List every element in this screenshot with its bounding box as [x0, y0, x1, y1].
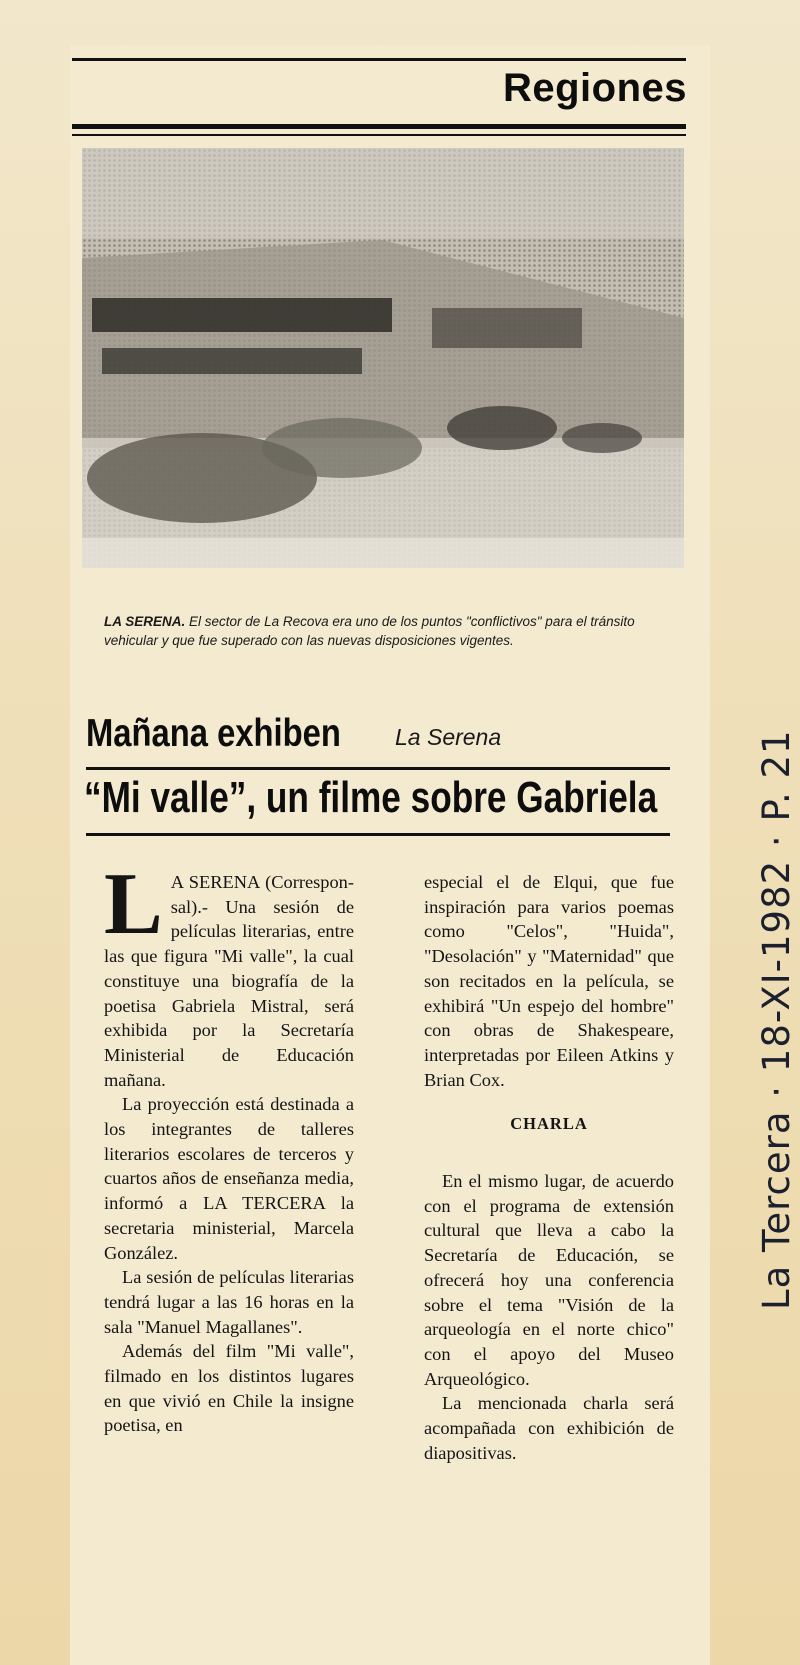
subheading: CHARLA — [510, 1114, 588, 1134]
paragraph: La mencionada charla será acompañada con exhibición de diapositivas. — [424, 1393, 674, 1463]
section-rule-thick — [72, 124, 686, 129]
section-rule-thin — [72, 134, 686, 136]
headline-rule-bottom — [86, 833, 670, 836]
top-rule — [72, 58, 686, 61]
article-column-1 — [104, 856, 354, 1438]
article-column-2 — [424, 870, 674, 1465]
caption-place: LA SERENA. — [104, 614, 186, 629]
kicker-headline: Mañana exhiben — [86, 712, 341, 755]
caption-text: El sector de La Recova era uno de los puntos "conflictivos" para el tránsito vehicular y que fue superado con las nuevas disposiciones vigentes. — [104, 614, 635, 648]
paragraph: La sesión de películas literarias tendrá lugar a las 16 horas en la sala "Manuel Magallanes". — [104, 1267, 354, 1337]
handwritten-annotation: La Tercera · 18-XI-1982 · P. 21 — [755, 729, 798, 1310]
paragraph: La proyección está destinada a los integrantes de talleres literarios escolares de terceros y cuartos años de enseñanza media, informó a LA TERCERA la secretaria ministerial, Marcela González. — [104, 1094, 354, 1263]
main-headline: “Mi valle”, un filme sobre Gabriela — [84, 773, 658, 822]
section-title: Regiones — [502, 66, 687, 110]
drop-cap: L — [104, 856, 163, 953]
paragraph: En el mismo lugar, de acuerdo con el programa de extensión cultural que lleva a cabo la Secretaría de Educación, se ofrecerá hoy una conferencia sobre el tema "Visión de la arqueología en el norte chico" con el apoyo del Museo Arqueológico. — [424, 1171, 674, 1389]
article-lead-paragraph — [104, 856, 354, 1092]
lead-text: A SERENA (Correspon-sal).- Una sesión de películas literarias, entre las que figura "Mi valle", la cual constituye una biografía de la poetisa Gabriela Mistral, será exhibida por la Secretaría Ministerial de Educación mañana. — [104, 872, 354, 1090]
photo-illustration — [82, 148, 684, 568]
dateline: La Serena — [395, 724, 502, 750]
news-photo — [82, 148, 684, 568]
paragraph: especial el de Elqui, que fue inspiración para varios poemas como "Celos", "Huida", "Desolación" y "Maternidad" que son recitados en la película, se exhibirá "Un espejo del hombre" con obras de Shakespeare, interpretadas por Eileen Atkins y Brian Cox. — [424, 872, 674, 1090]
headline-rule-top — [86, 767, 670, 770]
photo-caption — [104, 612, 684, 650]
paragraph: Además del film "Mi valle", filmado en los distintos lugares en que vivió en Chile la insigne poetisa, en — [104, 1341, 354, 1436]
